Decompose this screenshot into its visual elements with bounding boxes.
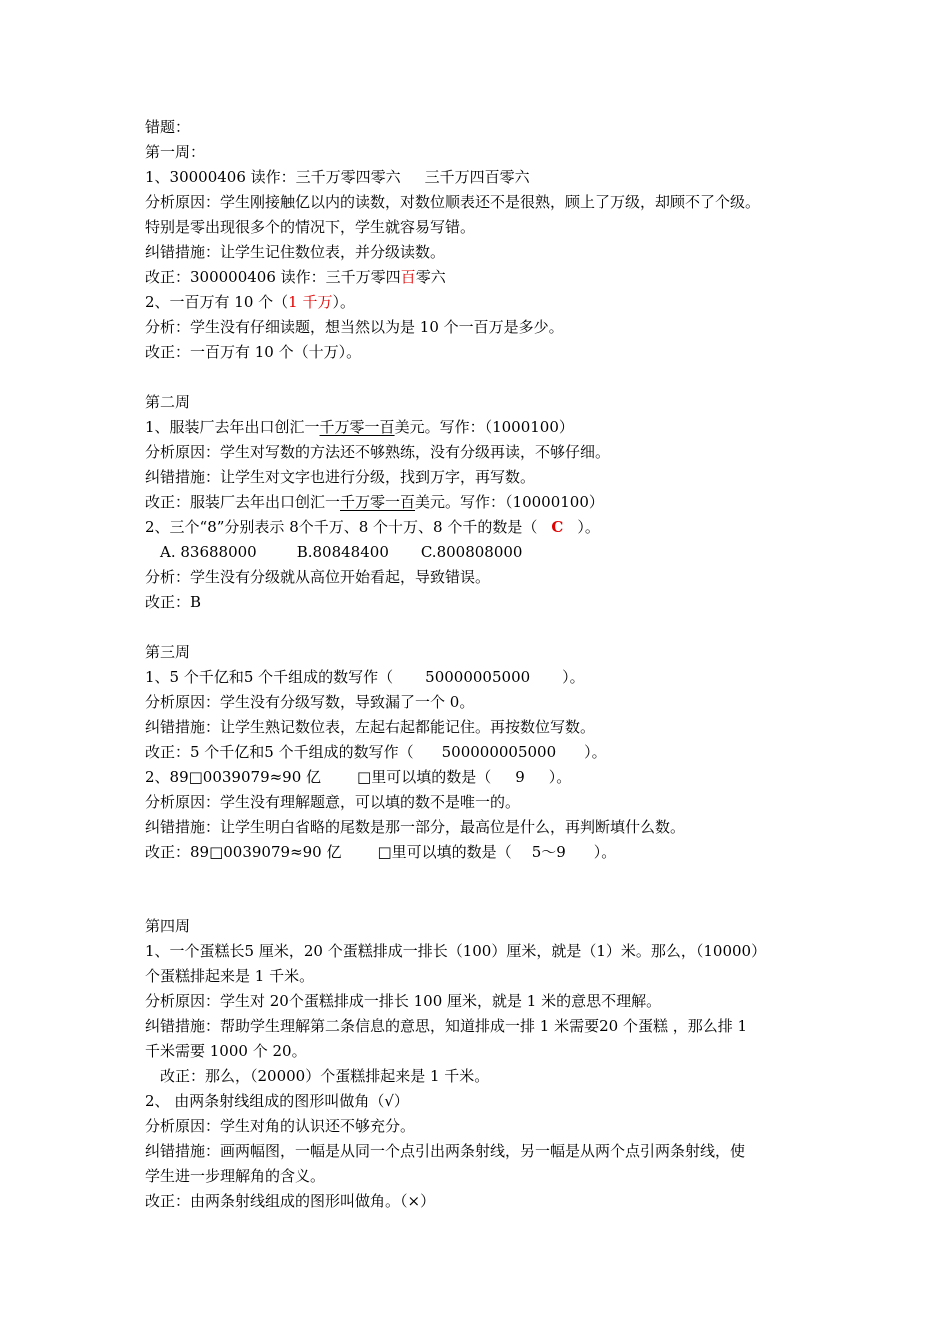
week2-q2-option-b: B.80848400	[296, 543, 389, 561]
week3-q2-fix-prefix: 改正：89□0039079≈90 亿	[145, 843, 342, 861]
week3-q1-correction	[145, 742, 607, 762]
week4-q1-measure-line1: 纠错措施：帮助学生理解第二条信息的意思，知道排成一排 1 米需要20 个蛋糕 ，那么排 1	[145, 1017, 748, 1035]
week1-q2-answer: 1 千万	[288, 293, 333, 311]
week3-q2-blank-text: □里可以填的数是（	[357, 768, 492, 786]
week4-heading: 第四周	[145, 917, 191, 935]
week2-q1-prefix: 1、服装厂去年出口创汇一	[145, 418, 320, 436]
week1-q1-fix-before: 改正：300000406 读作：三千万零四	[145, 268, 401, 286]
week3-q2-fix-suffix: ）。	[593, 843, 617, 861]
week3-q1-answer: 50000005000	[425, 668, 531, 686]
week2-q2-prefix: 2、三个“8”分别表示 8个千万、8 个十万、8 个千的数是（	[145, 518, 538, 536]
week2-q2-option-a: A. 83688000	[160, 543, 257, 561]
week2-q2-correction: 改正：B	[145, 593, 202, 611]
week4-q2-correction: 改正：由两条射线组成的图形叫做角。（×）	[145, 1192, 436, 1210]
week2-q1-suffix: 美元。写作：（1000100）	[394, 418, 574, 436]
week4-q1-analysis: 分析原因：学生对 20个蛋糕排成一排长 100 厘米，就是 1 米的意思不理解。	[145, 992, 662, 1010]
week3-q2-suffix: ）。	[548, 768, 572, 786]
week2-q1-fix-underlined: 千万零一百	[340, 493, 416, 511]
week4-q2-question: 2、 由两条射线组成的图形叫做角（√）	[145, 1092, 409, 1110]
week3-q1-fix-suffix: ）。	[584, 743, 607, 761]
week4-q1-correction: 改正：那么，（20000）个蛋糕排起来是 1 千米。	[160, 1067, 490, 1085]
week3-q1-prefix: 1、5 个千亿和5 个千组成的数写作（	[145, 668, 394, 686]
week4-q1-measure-line2: 千米需要 1000 个 20。	[145, 1042, 307, 1060]
week4-q1-question-line1: 1、一个蛋糕长5 厘米，20 个蛋糕排成一排长（100）厘米，就是（1）米。那么，（10000）	[145, 942, 767, 960]
week3-q1-fix-answer: 500000005000	[441, 743, 557, 761]
week1-q1-question	[145, 167, 530, 187]
week1-q2-suffix: ）。	[332, 293, 355, 311]
week3-q1-analysis: 分析原因：学生没有分级写数，导致漏了一个 0。	[145, 693, 475, 711]
week4-q1-question-line2: 个蛋糕排起来是 1 千米。	[145, 967, 315, 985]
week3-q2-fix-blank-text: □里可以填的数是（	[377, 843, 512, 861]
week4-q2-measure-line2: 学生进一步理解角的含义。	[145, 1167, 326, 1185]
week3-q2-analysis: 分析原因：学生没有理解题意，可以填的数不是唯一的。	[145, 793, 521, 811]
week1-q2-analysis: 分析：学生没有仔细读题，想当然以为是 10 个一百万是多少。	[145, 318, 564, 336]
week2-q2-option-c: C.800808000	[420, 543, 523, 561]
week3-q2-fix-answer: 5～9	[531, 843, 566, 861]
week2-q1-underlined: 千万零一百	[319, 418, 395, 436]
week2-q1-fix-prefix: 改正：服装厂去年出口创汇一	[145, 493, 341, 511]
week1-heading: 第一周：	[145, 143, 206, 161]
week1-q1-analysis-line1: 分析原因：学生刚接触亿以内的读数，对数位顺表还不是很熟，顾上了万级，却顾不了个级。	[145, 193, 761, 211]
week3-q2-measure: 纠错措施：让学生明白省略的尾数是那一部分，最高位是什么，再判断填什么数。	[145, 818, 686, 836]
week1-q1-wrong-reading: 三千万四百零六	[424, 168, 530, 186]
week1-q1-correction	[145, 267, 446, 287]
week1-q2-prefix: 2、一百万有 10 个（	[145, 293, 289, 311]
week3-heading: 第三周	[145, 643, 191, 661]
week1-q2-question	[145, 292, 355, 312]
week3-q2-correction	[145, 842, 616, 862]
document-title: 错题：	[145, 118, 191, 136]
week3-q2-prefix: 2、89□0039079≈90 亿	[145, 768, 322, 786]
week2-q1-measure: 纠错措施：让学生对文字也进行分级，找到万字，再写数。	[145, 468, 536, 486]
week2-q1-question	[145, 417, 574, 437]
week1-q1-measure: 纠错措施：让学生记住数位表，并分级读数。	[145, 243, 446, 261]
week3-q1-question	[145, 667, 585, 687]
week2-q2-answer: C	[551, 518, 564, 536]
week2-q2-analysis: 分析：学生没有分级就从高位开始看起，导致错误。	[145, 568, 491, 586]
week1-q1-fix-red: 百	[400, 268, 416, 286]
week1-q1-analysis-line2: 特别是零出现很多个的情况下，学生就容易写错。	[145, 218, 476, 236]
week2-q2-suffix: ）。	[577, 518, 600, 536]
week1-q1-prefix: 1、30000406 读作：三千万零四零六	[145, 168, 401, 186]
week2-q2-options	[160, 542, 522, 562]
week3-q2-question	[145, 767, 571, 787]
week3-q1-fix-prefix: 改正：5 个千亿和5 个千组成的数写作（	[145, 743, 414, 761]
week4-q2-analysis: 分析原因：学生对角的认识还不够充分。	[145, 1117, 416, 1135]
week3-q2-answer: 9	[515, 768, 525, 786]
week2-q1-correction	[145, 492, 604, 512]
week2-q1-fix-suffix: 美元。写作：（10000100）	[415, 493, 604, 511]
week2-q2-question	[145, 517, 600, 537]
week1-q2-correction: 改正：一百万有 10 个（十万）。	[145, 343, 362, 361]
week3-q1-measure: 纠错措施：让学生熟记数位表，左起右起都能记住。再按数位写数。	[145, 718, 596, 736]
week3-q1-suffix: ）。	[562, 668, 585, 686]
week4-q2-measure-line1: 纠错措施：画两幅图，一幅是从同一个点引出两条射线，另一幅是从两个点引两条射线，使	[145, 1142, 746, 1160]
week1-q1-fix-after: 零六	[415, 268, 446, 286]
week2-q1-analysis: 分析原因：学生对写数的方法还不够熟练，没有分级再读，不够仔细。	[145, 443, 611, 461]
week2-heading: 第二周	[145, 393, 191, 411]
